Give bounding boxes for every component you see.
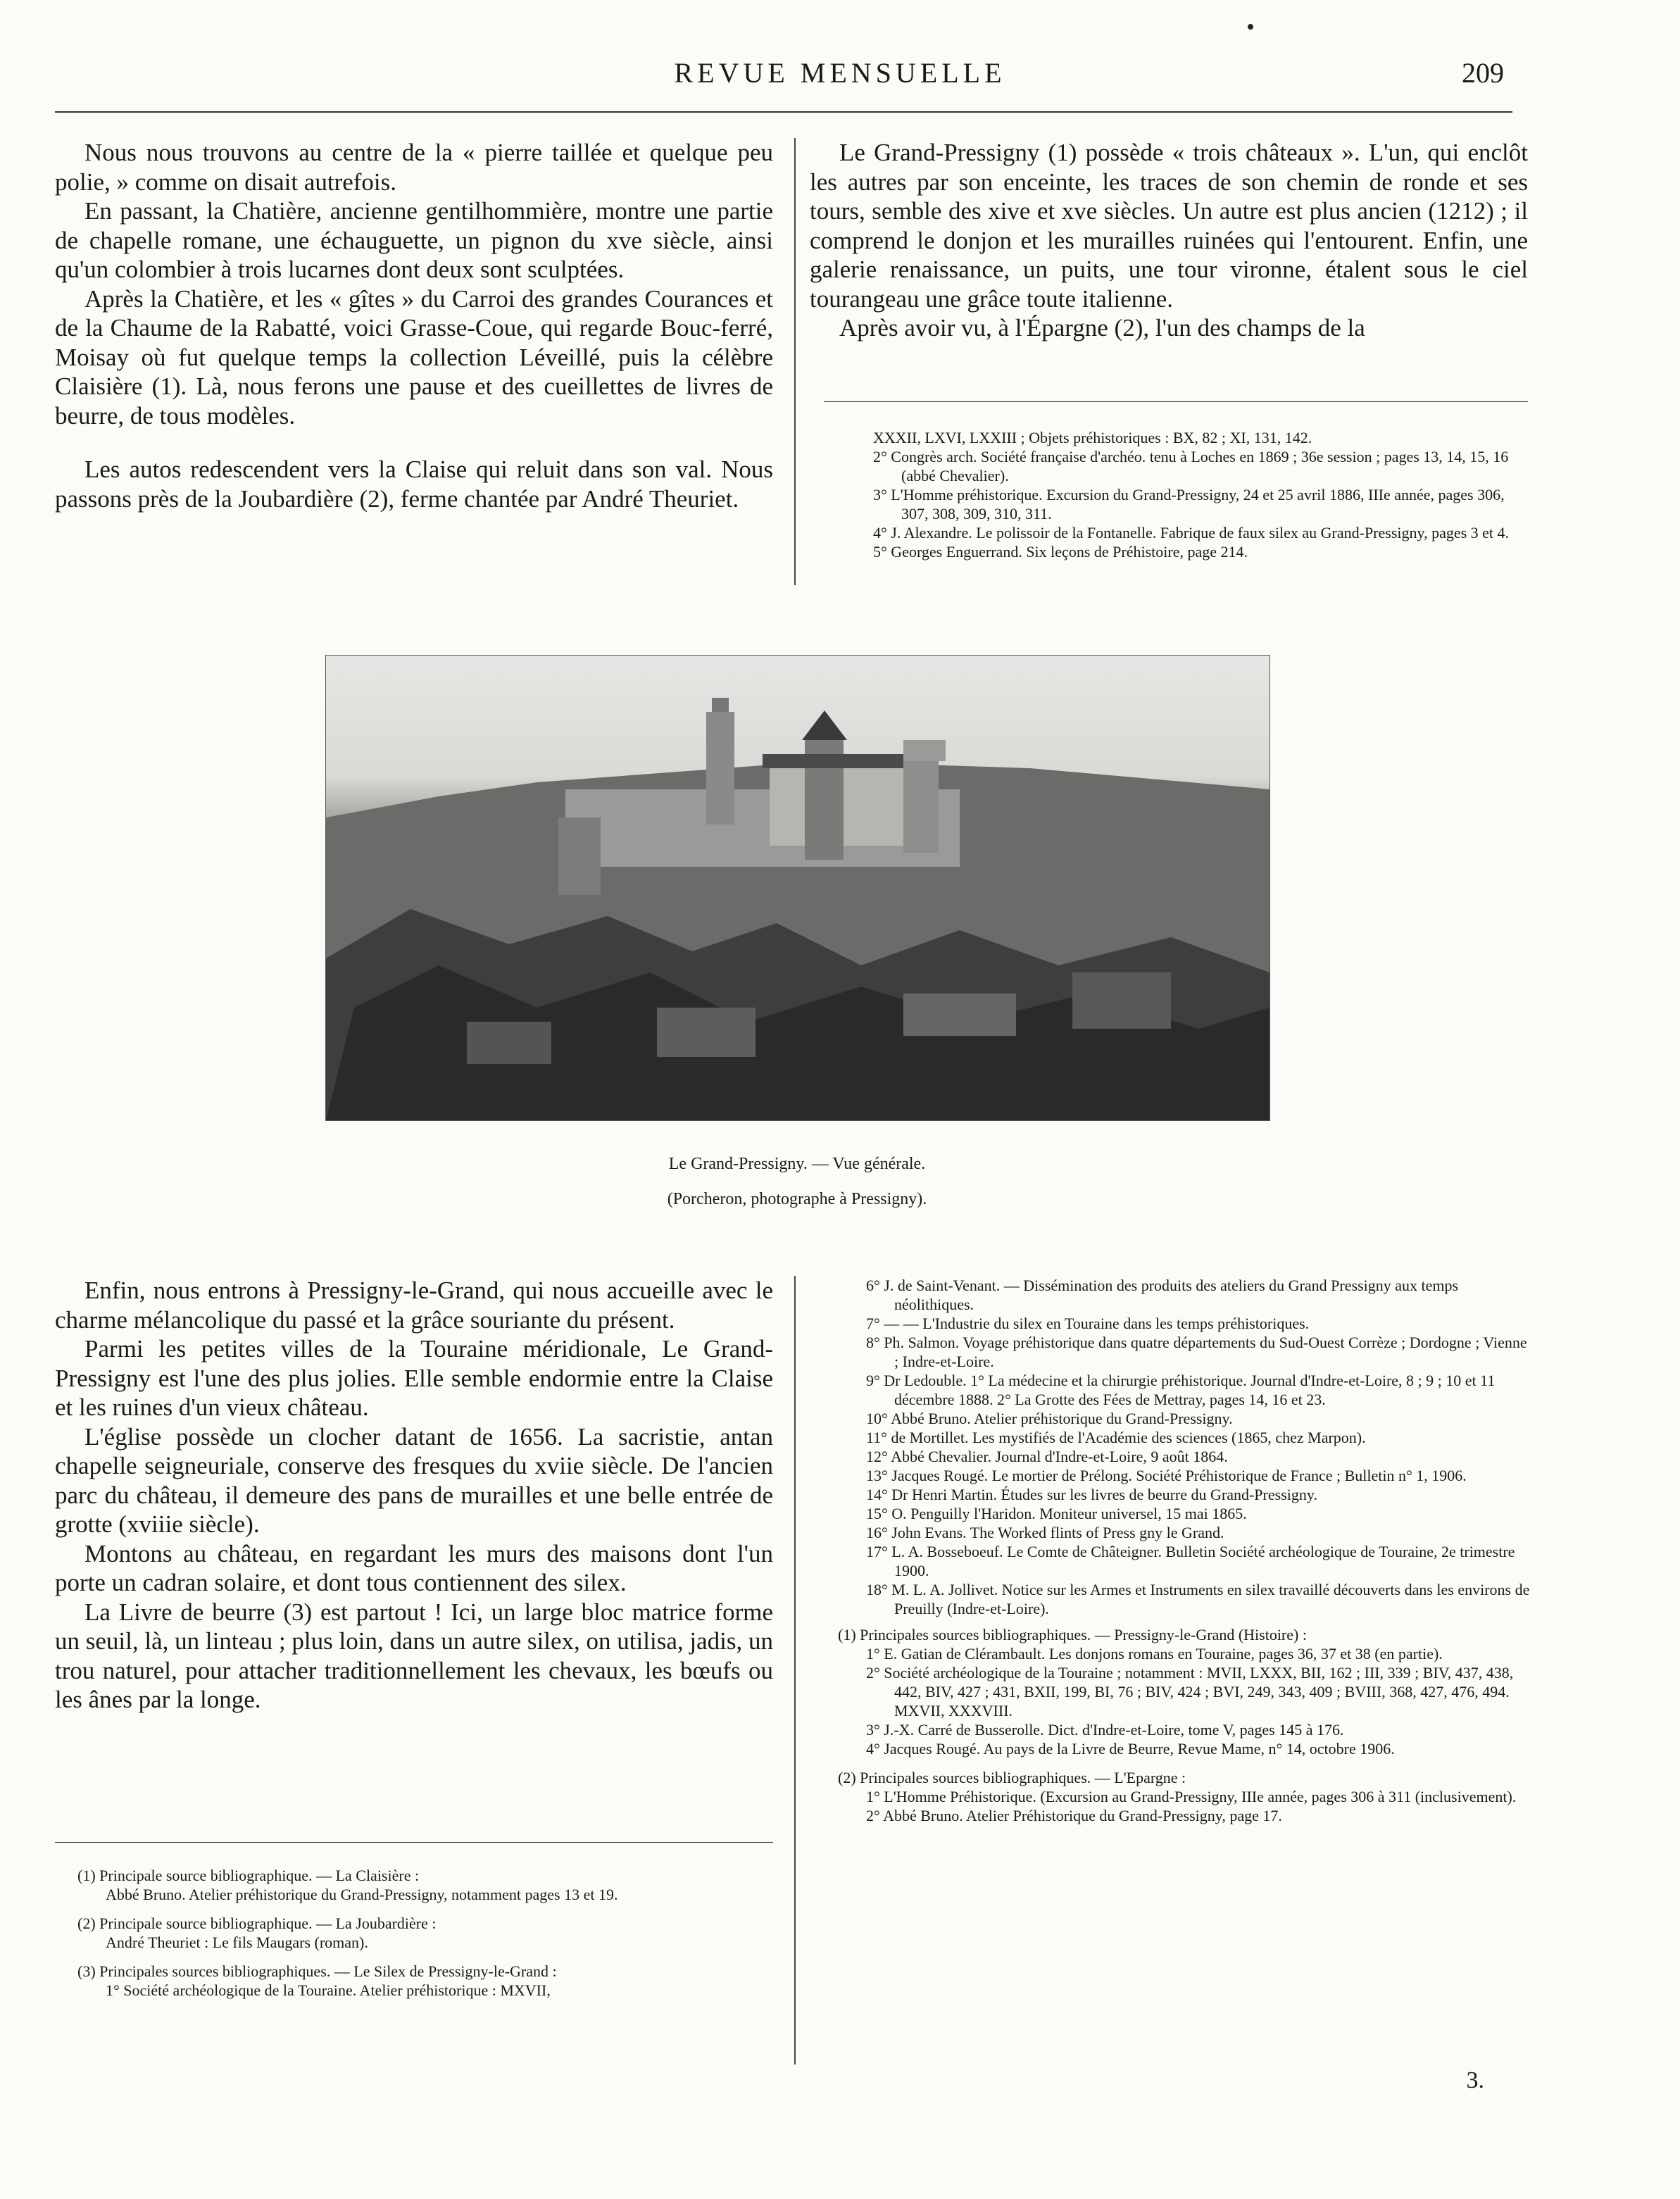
footnote: XXXII, LXVI, LXXIII ; Objets préhistoriques : BX, 82 ; XI, 131, 142. bbox=[873, 429, 1312, 446]
paragraph: Parmi les petites villes de la Touraine méridionale, Le Grand-Pressigny est l'une des plus jolies. Elle semble endormie entre la Claise et les ruines d'un vieux château. bbox=[55, 1335, 773, 1421]
bibliography-heading: (2) Principales sources bibliographiques. — L'Epargne : bbox=[838, 1769, 1186, 1786]
bibliography-entry: 14° Dr Henri Martin. Études sur les livres de beurre du Grand-Pressigny. bbox=[866, 1486, 1317, 1503]
ink-dot bbox=[1248, 24, 1253, 30]
header-rule bbox=[55, 111, 1512, 113]
bibliography-entry: 3° J.-X. Carré de Busserolle. Dict. d'Indre-et-Loire, tome V, pages 145 à 176. bbox=[866, 1721, 1344, 1738]
paragraph: En passant, la Chatière, ancienne gentilhommière, montre une partie de chapelle romane, une échauguette, un pignon du xve siècle, ainsi qu'un colombier à trois lucarnes dont deux sont sculptées. bbox=[55, 197, 773, 283]
column-divider bbox=[794, 138, 796, 585]
column-left-top bbox=[55, 138, 773, 513]
running-head: REVUE MENSUELLE bbox=[674, 57, 1006, 89]
photo-caption: Le Grand-Pressigny. — Vue générale. bbox=[668, 1155, 926, 1173]
paragraph: Nous nous trouvons au centre de la « pierre taillée et quelque peu polie, » comme on disait autrefois. bbox=[55, 139, 773, 196]
bibliography-entry: 13° Jacques Rougé. Le mortier de Prélong. Société Préhistorique de France ; Bulletin n° 1, 1906. bbox=[866, 1467, 1467, 1484]
paragraph: La Livre de beurre (3) est partout ! Ici, un large bloc matrice forme un seuil, là, un linteau ; plus loin, dans un autre silex, on utilisa, jadis, un trou naturel, pour attacher traditionnellement les chevaux, les bœufs ou les ânes par la longe. bbox=[55, 1598, 773, 1713]
bibliography-entry: 12° Abbé Chevalier. Journal d'Indre-et-Loire, 9 août 1864. bbox=[866, 1448, 1228, 1465]
paragraph: Après la Chatière, et les « gîtes » du Carroi des grandes Courances et de la Chaume de la Rabatté, voici Grasse-Coue, qui regarde Bouc-ferré, Moisay où fut quelque temps la collection Léveillé, puis la célèbre Claisière (1). Là, nous ferons une pause et des cueillettes de livres de beurre, de tous modèles. bbox=[55, 284, 773, 430]
bibliography-entry: 4° Jacques Rougé. Au pays de la Livre de Beurre, Revue Mame, n° 14, octobre 1906. bbox=[866, 1740, 1395, 1758]
footnotes-left-bottom bbox=[77, 1866, 782, 2000]
photo-credit: (Porcheron, photographe à Pressigny). bbox=[667, 1190, 927, 1208]
paragraph: Montons au château, en regardant les murs des maisons dont l'un porte un cadran solaire, et dont tous contiennent des silex. bbox=[55, 1539, 773, 1596]
footnote: 5° Georges Enguerrand. Six leçons de Préhistoire, page 214. bbox=[873, 543, 1248, 560]
bibliography-entry: 7° — — L'Industrie du silex en Touraine dans les temps préhistoriques. bbox=[866, 1315, 1310, 1332]
paragraph: L'église possède un clocher datant de 1656. La sacristie, antan chapelle seigneuriale, conserve des fresques du xviie siècle. De l'ancien parc du château, il demeure des pans de murailles et une belle entrée de grotte (xviiie siècle). bbox=[55, 1422, 773, 1538]
column-left-bottom bbox=[55, 1276, 773, 1715]
bibliography-entry: 10° Abbé Bruno. Atelier préhistorique du Grand-Pressigny. bbox=[866, 1410, 1233, 1427]
footnote: (1) Principale source bibliographique. — La Claisière : bbox=[77, 1867, 420, 1884]
paragraph: Après avoir vu, à l'Épargne (2), l'un des champs de la bbox=[839, 314, 1365, 342]
footnote-rule bbox=[55, 1842, 773, 1843]
photo-grand-pressigny bbox=[325, 655, 1270, 1121]
footnote: 2° Congrès arch. Société française d'archéo. tenu à Loches en 1869 ; 36e session ; pages 13, 14, 15, 16 (abbé Chevalier). bbox=[873, 448, 1509, 484]
footnote: (2) Principale source bibliographique. — La Joubardière : bbox=[77, 1915, 437, 1932]
bibliography-entry: 1° E. Gatian de Clérambault. Les donjons romans en Touraine, pages 36, 37 et 38 (en partie). bbox=[866, 1645, 1443, 1662]
village-castle-illustration bbox=[326, 656, 1270, 1120]
bibliography-entry: 2° Société archéologique de la Touraine ; notamment : MVII, LXXX, BII, 162 ; III, 339 ; BIV, 437, 438, 442, BIV, 427 ; 431, BXII, 199, BI, 76 ; BIV, 424 ; BVI, 249, 343, 409 ; BVIII, 368, 427, 476, 494. MXVII, XXXVIII. bbox=[866, 1664, 1514, 1719]
footnote: André Theuriet : Le fils Maugars (roman). bbox=[106, 1934, 368, 1951]
bibliography-entry: 2° Abbé Bruno. Atelier Préhistorique du Grand-Pressigny, page 17. bbox=[866, 1807, 1282, 1824]
column-right-top bbox=[810, 138, 1528, 343]
footnotes-right-top bbox=[845, 428, 1528, 561]
bibliography-entry: 16° John Evans. The Worked flints of Press gny le Grand. bbox=[866, 1524, 1224, 1541]
bibliography-entry: 15° O. Penguilly l'Haridon. Moniteur universel, 15 mai 1865. bbox=[866, 1505, 1247, 1522]
footnote: Abbé Bruno. Atelier préhistorique du Grand-Pressigny, notamment pages 13 et 19. bbox=[106, 1886, 618, 1903]
bibliography-right-bottom bbox=[838, 1276, 1535, 1825]
paragraph: Le Grand-Pressigny (1) possède « trois châteaux ». L'un, qui enclôt les autres par son enceinte, les traces de son chemin de ronde et ses tours, semble des xive et xve siècles. Un autre est plus ancien (1212) ; il comprend le donjon et les murailles ruinées qui l'entourent. Enfin, une galerie renaissance, un puits, une tour vironne, étalent sous le ciel tourangeau une grâce toute italienne. bbox=[810, 139, 1528, 313]
page-number: 209 bbox=[1462, 57, 1504, 89]
column-divider bbox=[794, 1276, 796, 2065]
bibliography-entry: 18° M. L. A. Jollivet. Notice sur les Armes et Instruments en silex travaillé découverts dans les environs de Preuilly (Indre-et-Loire). bbox=[866, 1581, 1530, 1617]
bibliography-entry: 11° de Mortillet. Les mystifiés de l'Académie des sciences (1865, chez Marpon). bbox=[866, 1429, 1366, 1446]
bibliography-entry: 1° L'Homme Préhistorique. (Excursion au Grand-Pressigny, IIIe année, pages 306 à 311 (inclusivement). bbox=[866, 1788, 1517, 1805]
footnote-rule bbox=[824, 401, 1528, 402]
bibliography-entry: 9° Dr Ledouble. 1° La médecine et la chirurgie préhistorique. Journal d'Indre-et-Loire, 8 ; 9 ; 10 et 11 décembre 1888. 2° La Grotte des Fées de Mettray, pages 14, 16 et 23. bbox=[866, 1372, 1496, 1408]
paragraph: Enfin, nous entrons à Pressigny-le-Grand, qui nous accueille avec le charme mélancolique du passé et la grâce souriante du présent. bbox=[55, 1277, 773, 1334]
bibliography-entry: 6° J. de Saint-Venant. — Dissémination des produits des ateliers du Grand Pressigny aux temps néolithiques. bbox=[866, 1277, 1459, 1313]
bibliography-heading: (1) Principales sources bibliographiques. — Pressigny-le-Grand (Histoire) : bbox=[838, 1626, 1307, 1643]
bibliography-entry: 8° Ph. Salmon. Voyage préhistorique dans quatre départements du Sud-Ouest Corrèze ; Dordogne ; Vienne ; Indre-et-Loire. bbox=[866, 1334, 1527, 1370]
footnote: (3) Principales sources bibliographiques. — Le Silex de Pressigny-le-Grand : bbox=[77, 1962, 557, 1980]
footnote: 4° J. Alexandre. Le polissoir de la Fontanelle. Fabrique de faux silex au Grand-Pressigny, pages 3 et 4. bbox=[873, 524, 1510, 541]
footnote: 1° Société archéologique de la Touraine. Atelier préhistorique : MXVII, bbox=[106, 1981, 551, 1999]
bibliography-entry: 17° L. A. Bosseboeuf. Le Comte de Châteigner. Bulletin Société archéologique de Touraine, 2e trimestre 1900. bbox=[866, 1543, 1515, 1579]
footnote: 3° L'Homme préhistorique. Excursion du Grand-Pressigny, 24 et 25 avril 1886, IIIe année, pages 306, 307, 308, 309, 310, 311. bbox=[873, 486, 1505, 522]
paragraph: Les autos redescendent vers la Claise qui reluit dans son val. Nous passons près de la Joubardière (2), ferme chantée par André Theuriet. bbox=[55, 456, 773, 513]
signature-mark: 3. bbox=[1466, 2067, 1484, 2093]
